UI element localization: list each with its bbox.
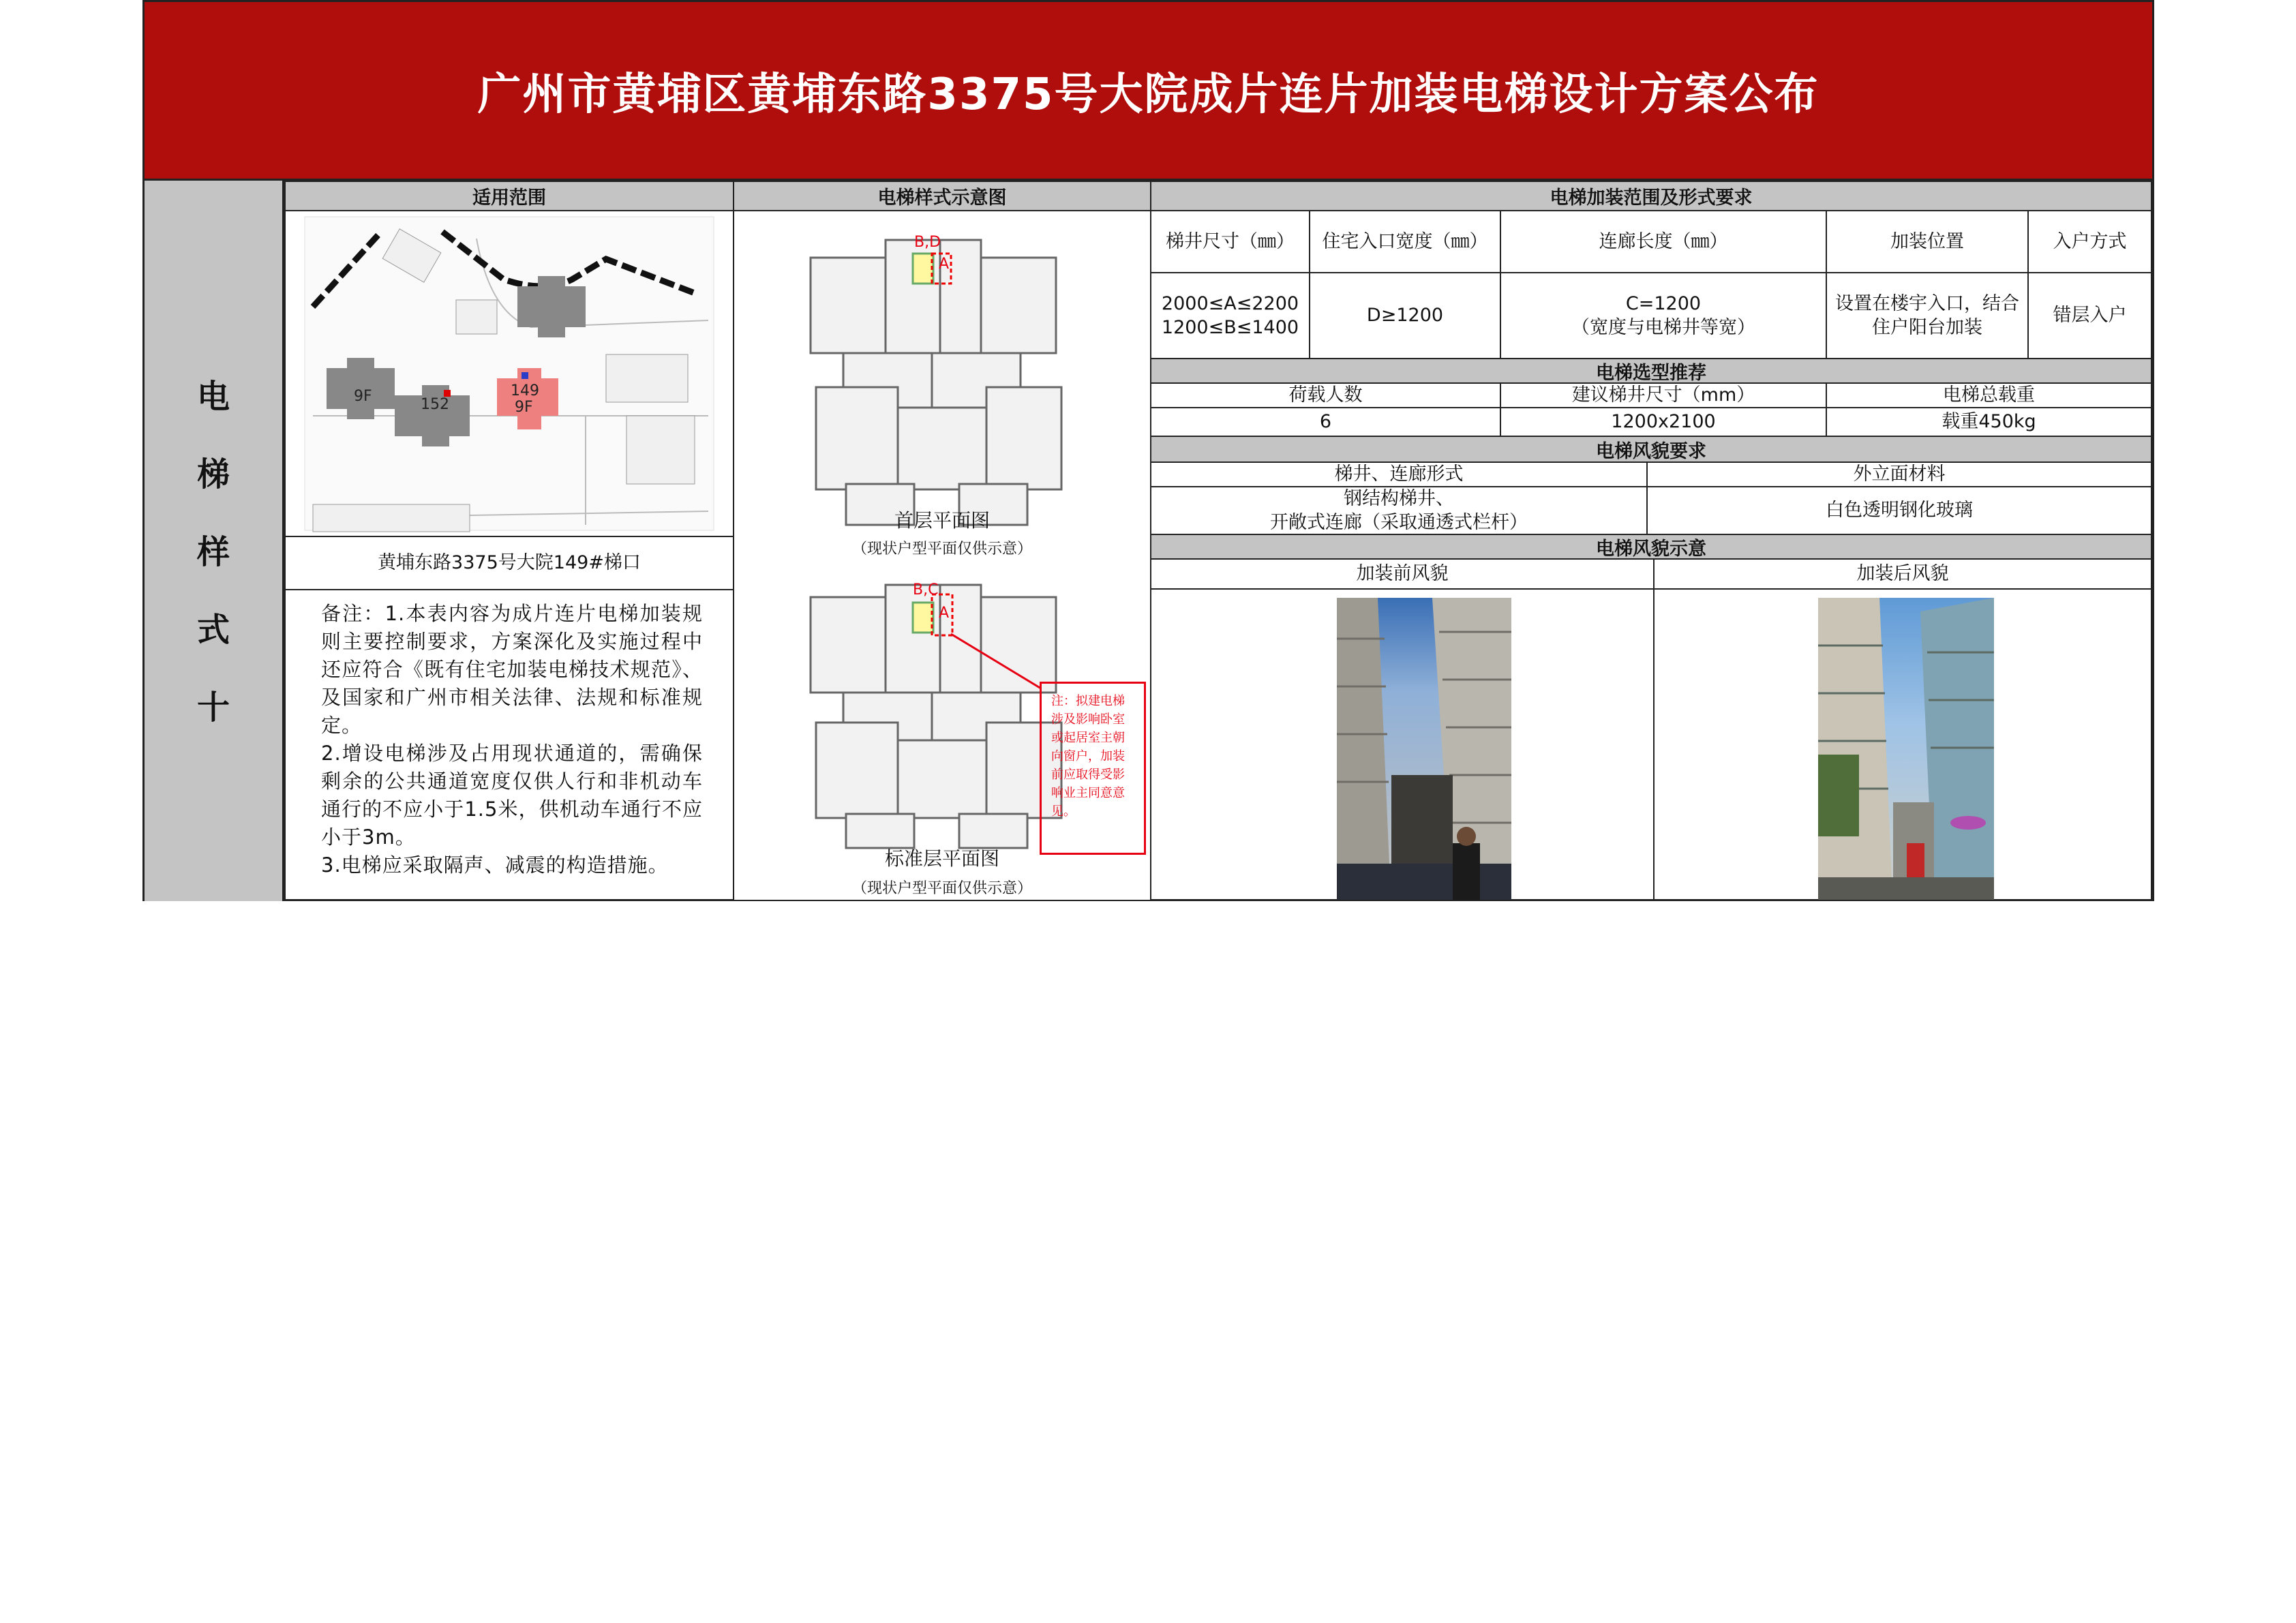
style-req-header-label: 电梯风貌要求 [1596, 440, 1706, 462]
col-entrance-width [1309, 210, 1501, 273]
standard-marker-bc: B,C [913, 581, 939, 598]
side-char: 十 [196, 688, 230, 727]
val-position [1826, 272, 2029, 359]
side-char: 电 [196, 378, 230, 416]
val-shaft-a: 2000≤A≤2200 [1161, 292, 1299, 314]
notes-para: 备注：1.本表内容为成片连片电梯加装规则主要控制要求，方案深化及实施过程中还应符合《既有住宅加装电梯技术规范》、及国家和广州市相关法律、法规和标准规定。 2.增设电梯涉及占用现状通道的，需确保剩余的公共通道宽度仅供人行和非机动车通行的不应小于1.5米，供机动车通行不应小于3m。 3.电梯应采取隔声、减震的构造措施。 [321, 602, 703, 877]
sel-val-weight [1826, 407, 2152, 437]
col-entry-method [2027, 210, 2152, 273]
col-position [1826, 210, 2029, 273]
val-entrance-width [1309, 272, 1501, 359]
selection-header-label: 电梯选型推荐 [1596, 362, 1706, 384]
site-label-9f-b: 9F [515, 399, 533, 416]
col-shaft-size [1150, 210, 1310, 273]
appearance-header-label: 电梯风貌示意 [1596, 538, 1706, 560]
notes-text [286, 590, 733, 879]
val-shaft-b: 1200≤B≤1400 [1161, 317, 1299, 338]
col-corridor-length [1500, 210, 1827, 273]
site-label-149: 149 [511, 382, 539, 399]
standard-floor-subcaption: （现状户型平面仅供示意） [851, 880, 1032, 897]
sel-val-shaft [1500, 407, 1827, 437]
appearance-before-cell [1150, 588, 1655, 901]
floor-plans [733, 210, 1151, 901]
sel-val-load-text: 6 [1319, 411, 1332, 433]
requirements-header [1150, 181, 2152, 211]
sel-col-load-label: 荷载人数 [1288, 384, 1363, 406]
style-val-material [1646, 486, 2152, 535]
scope-header-label: 适用范围 [472, 187, 546, 209]
side-label [145, 358, 282, 746]
site-caption [284, 536, 734, 590]
selection-header [1150, 358, 2152, 384]
val-entry-method [2027, 272, 2152, 359]
ground-floor-caption: 首层平面图 [894, 509, 990, 532]
scope-header [284, 181, 734, 211]
ground-floor-plan [811, 234, 1061, 525]
style-val-material-text: 白色透明钢化玻璃 [1826, 500, 1973, 521]
elevator-note-box [1040, 682, 1146, 855]
side-label-column [145, 181, 284, 901]
standard-floor-caption: 标准层平面图 [884, 847, 999, 870]
sel-val-shaft-text: 1200x2100 [1611, 411, 1716, 433]
style-val-form-1: 钢结构梯井、 [1344, 487, 1454, 509]
requirements-header-label: 电梯加装范围及形式要求 [1550, 187, 1753, 209]
col-position-label: 加装位置 [1890, 230, 1964, 252]
sel-col-weight [1826, 382, 2152, 408]
sel-col-shaft-label: 建议梯井尺寸（mm） [1571, 384, 1755, 406]
announcement-sheet [142, 0, 2154, 901]
ground-marker-a: A [939, 256, 950, 273]
val-corridor-1: C=1200 [1625, 292, 1702, 314]
sel-val-load [1150, 407, 1501, 437]
val-shaft-size [1150, 272, 1310, 359]
ground-floor-subcaption: （现状户型平面仅供示意） [851, 541, 1032, 558]
side-char: 梯 [196, 455, 230, 494]
style-req-header [1150, 436, 2152, 463]
notes-box [284, 589, 734, 901]
appearance-after-label [1653, 558, 2152, 590]
val-entrance-text: D≥1200 [1366, 305, 1444, 327]
col-entrance-width-label: 住宅入口宽度（㎜） [1322, 230, 1488, 252]
appearance-after-cell [1653, 588, 2152, 901]
style-col-material [1646, 461, 2152, 487]
appearance-header [1150, 534, 2152, 560]
sel-col-shaft [1500, 382, 1827, 408]
sel-col-weight-label: 电梯总载重 [1943, 384, 2035, 406]
appearance-after-text: 加装后风貌 [1856, 563, 1949, 585]
sel-col-load [1150, 382, 1501, 408]
style-val-form [1150, 486, 1648, 535]
site-label-9f: 9F [354, 388, 372, 405]
diagram-header-label: 电梯样式示意图 [877, 187, 1007, 209]
standard-marker-a: A [939, 605, 950, 622]
diagram-header [733, 181, 1151, 211]
before-photo [1337, 598, 1511, 901]
after-photo [1818, 598, 1994, 901]
site-plan [284, 210, 734, 537]
site-caption-text: 黄埔东路3375号大院149#梯口 [378, 552, 641, 574]
elevator-note-text: 注：拟建电梯涉及影响卧室或起居室主朝向窗户，加装前应取得受影响业主同意意见。 [1051, 694, 1125, 819]
ground-marker-bd: B,D [914, 234, 941, 251]
val-corridor-length [1500, 272, 1827, 359]
title-bar [145, 2, 2152, 181]
val-entry-text: 错层入户 [2053, 305, 2127, 327]
val-position-text: 设置在楼宇入口，结合住户阳台加装 [1835, 292, 2019, 338]
col-corridor-length-label: 连廊长度（㎜） [1599, 230, 1728, 252]
val-corridor-2: （宽度与电梯井等宽） [1571, 317, 1755, 338]
style-col-form [1150, 461, 1648, 487]
appearance-before-label [1150, 558, 1655, 590]
col-entry-method-label: 入户方式 [2053, 230, 2127, 252]
sel-val-weight-text: 载重450kg [1942, 411, 2036, 433]
style-col-form-label: 梯井、连廊形式 [1334, 464, 1464, 485]
site-label-152: 152 [421, 396, 449, 413]
side-char: 式 [196, 611, 230, 649]
style-val-form-2: 开敞式连廊（采取通透式栏杆） [1270, 512, 1528, 533]
col-shaft-size-label: 梯井尺寸（㎜） [1166, 230, 1295, 252]
side-char: 样 [196, 533, 230, 571]
standard-floor-plan [811, 581, 1061, 848]
style-col-material-label: 外立面材料 [1853, 464, 1946, 485]
page-title: 广州市黄埔区黄埔东路3375号大院成片连片加装电梯设计方案公布 [477, 69, 1819, 120]
site-plan-map [286, 211, 733, 536]
appearance-before-text: 加装前风貌 [1356, 563, 1449, 585]
